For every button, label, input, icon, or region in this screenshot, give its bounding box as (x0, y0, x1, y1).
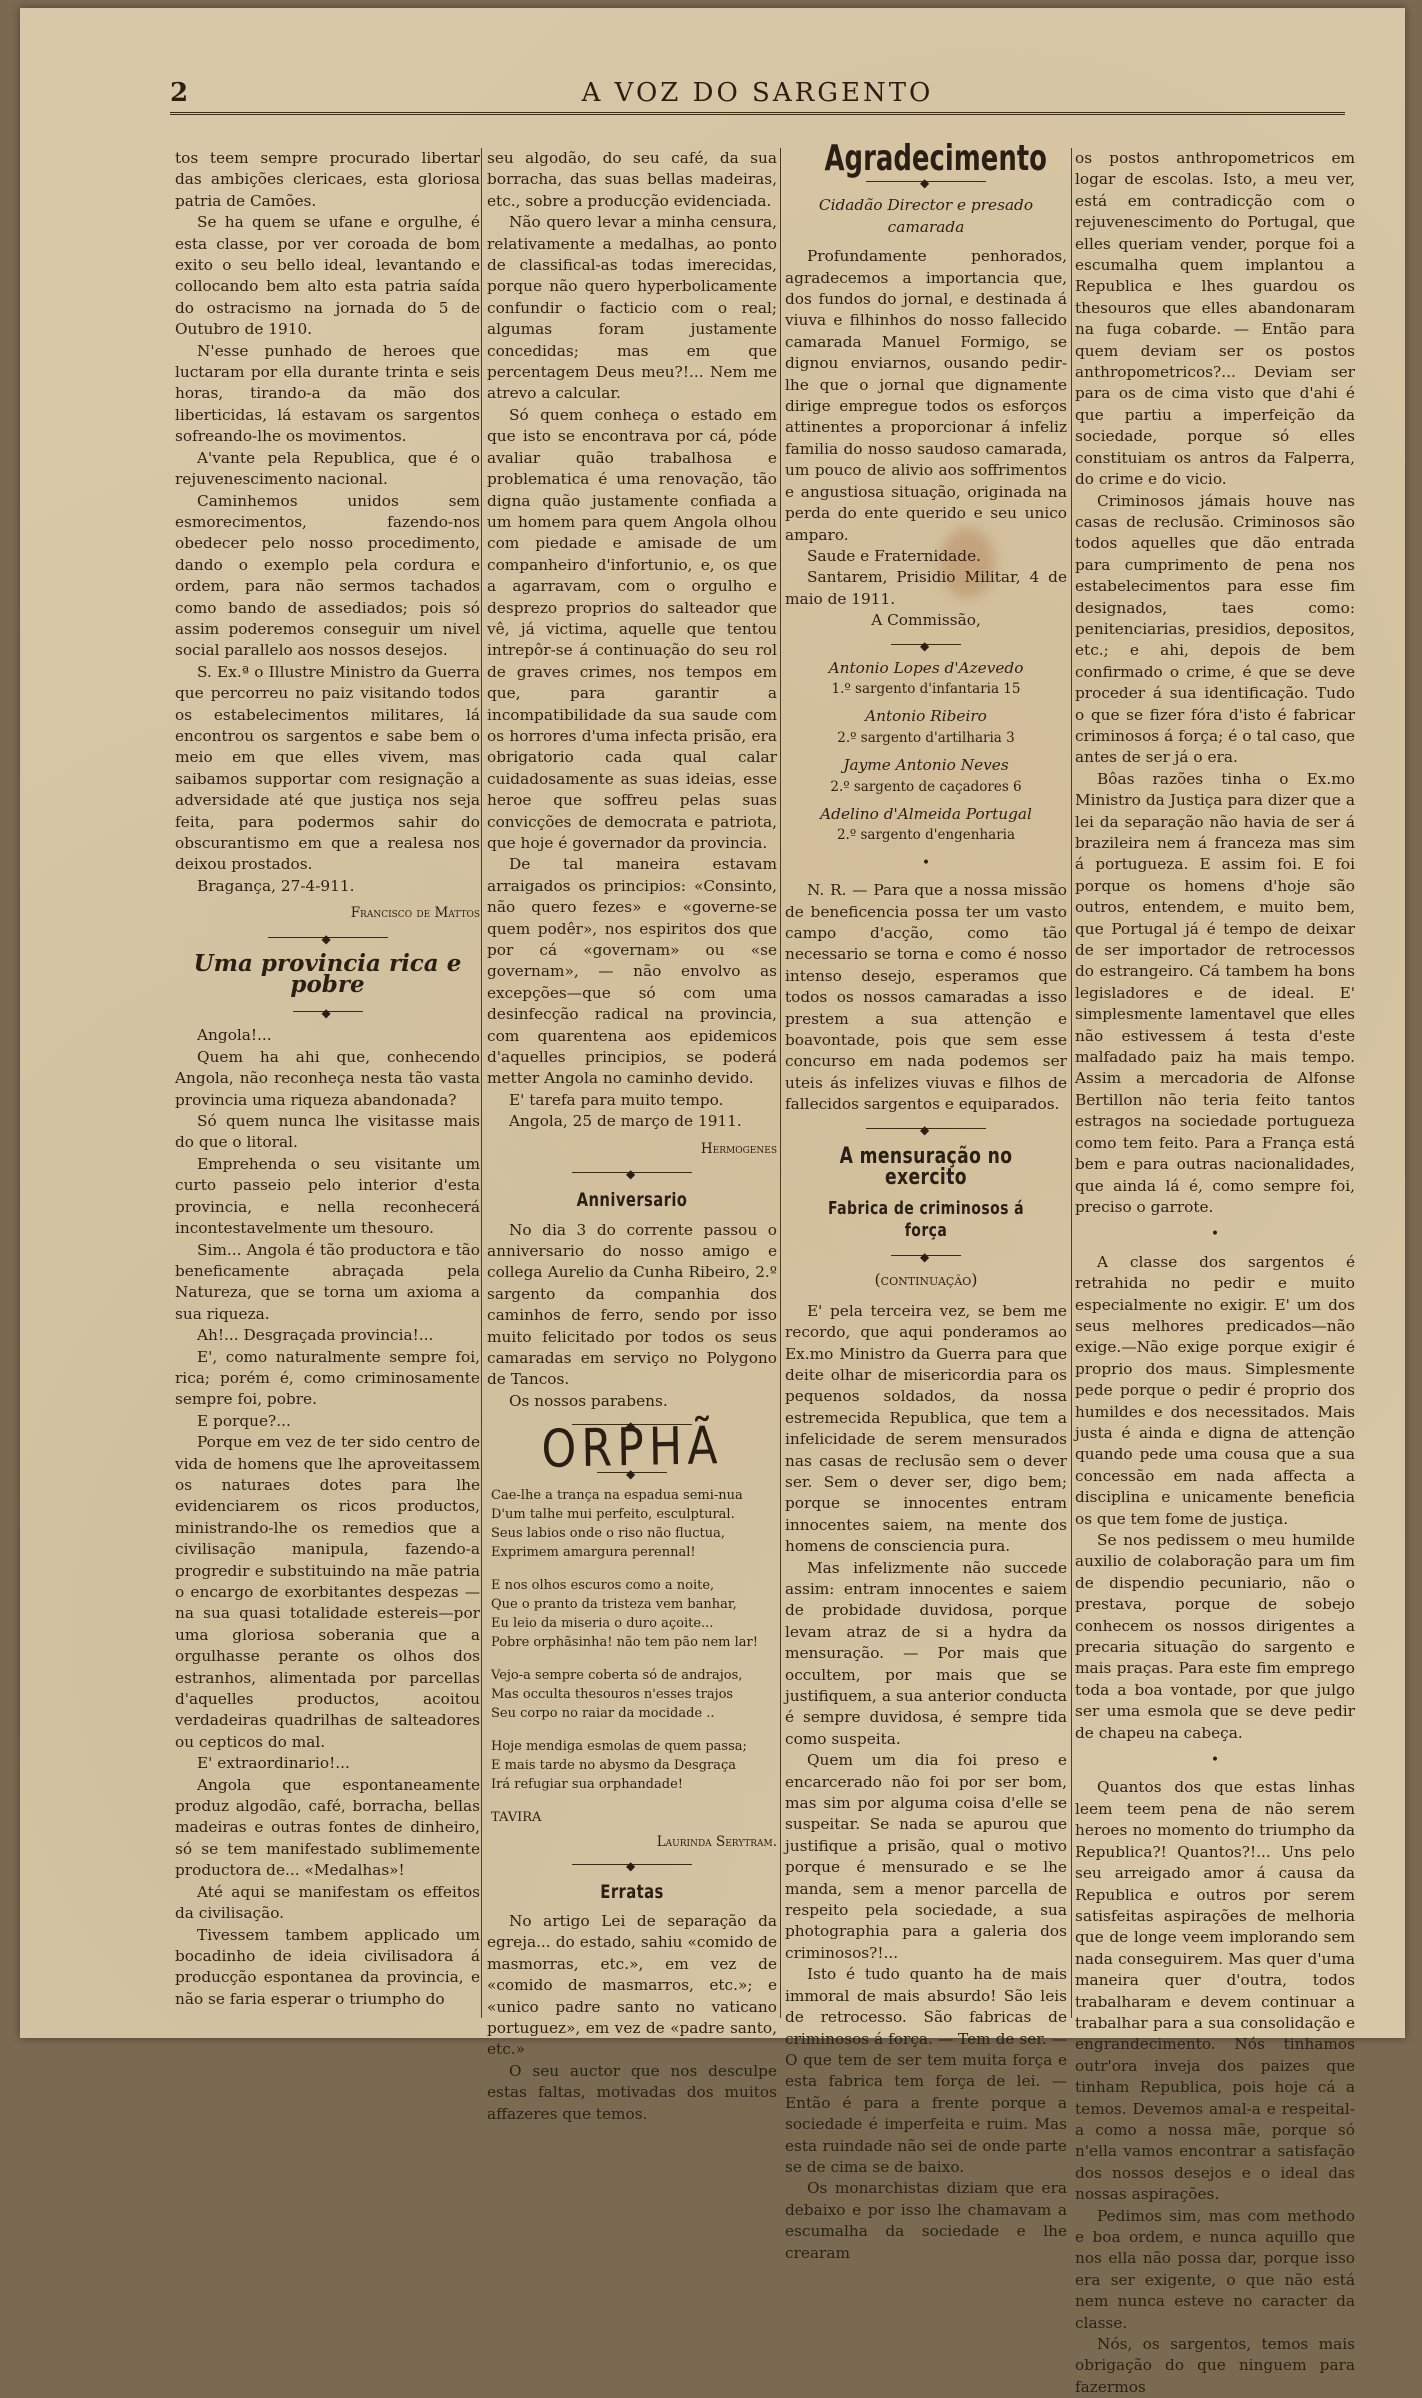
article-title: Erratas (600, 1880, 664, 1903)
paragraph: seu algodão, do seu café, da sua borracha, das suas bellas madeiras, etc., sobre a producção evidenciada. (487, 149, 777, 210)
ornament-rule (866, 175, 986, 189)
column-3 (785, 138, 1067, 2262)
continuation-label: (continuação) (874, 1270, 978, 1290)
article-greeting: Cidadão Director e presado camarada (818, 196, 1034, 236)
newspaper-page (20, 8, 1405, 2396)
paragraph: A classe dos sargentos é retrahida no pedir e muito especialmente no exigir. E' um dos seus melhores predicados—não exige.—Não exige porque exigir é proprio dos maus. Simplesmente pede porque o pedir é proprio dos humildes e dos necessitados. Mais justa é ainda e digna de attenção quando pede uma cousa que a sua concessão em nada affecta a disciplina e unicamente beneficia os que tem fome de justiça. (1075, 1252, 1355, 1528)
poem-line: Hoje mendiga esmolas de quem passa; (491, 1738, 747, 1754)
poem-line: Exprimem amargura perennal! (491, 1544, 696, 1560)
article-title: Uma provincia rica e pobre (193, 949, 462, 999)
paragraph: Caminhemos unidos sem esmorecimentos, fazendo-nos obedecer pelo nosso procedimento, dando o exemplo pela cordura e ordem, para não sermos tachados como bando de assediados; pois só assim poderemos conseguir um nivel social parallelo aos nossos desejos. (175, 491, 480, 660)
paragraph: Bôas razões tinha o Ex.mo Ministro da Justiça para dizer que a lei da separação não havia de ser á brazileira nem á franceza mas sim á portugueza. E assim foi. E foi porque os homens d'hoje são outros, entendem, e muito bem, que Portugal já é tempo de deixar de ser importador de retrocessos do estrangeiro. Cá tambem ha bons legisladores e de ideal. E' simplesmente lamentavel que elles não estivessem á testa d'este malfadado paiz ha mais tempo. Assim a mercadoria de Alfonse Bertillon não teria feito tantos estragos na sociedade portugueza como tem feito. Para a França está bem e para outras nacionalidades, que ainda lá é, como sempre foi, preciso o garrote. (1075, 769, 1355, 1216)
paragraph: Quem ha ahi que, conhecendo Angola, não reconheça nesta tão vasta provincia uma riqueza abandonada? (175, 1047, 480, 1109)
poem-line: D'um talhe mui perfeito, esculptural. (491, 1506, 735, 1522)
member-name: Jayme Antonio Neves (843, 756, 1009, 775)
ornament-rule (866, 1122, 986, 1136)
paragraph: Se ha quem se ufane e orgulhe, é esta classe, por ver coroada de bom exito o seu bello ideal, levantando e collocando bem alto esta patria saída do ostracismo na jornada do 5 de Outubro de 1910. (175, 213, 480, 339)
ornament-rule (293, 1005, 363, 1019)
poem-title: ORPHÃ (540, 1416, 723, 1481)
paragraph: Angola que espontaneamente produz algodão, café, borracha, bellas madeiras e outras fontes de dinheiro, só se tem manifestado sublimemente productora de... «Medalhas»! (175, 1775, 480, 1880)
page-number: 2 (170, 78, 189, 108)
paragraph: O seu auctor que nos desculpe estas faltas, motivadas dos muitos affazeres que temos. (487, 2061, 777, 2123)
ornament-rule (572, 1858, 692, 1872)
paragraph: E porque?... (197, 1411, 291, 1430)
paragraph: Isto é tudo quanto ha de mais immoral de mais absurdo! São leis de retrocesso. São fabricas de criminosos á força. — Tem de ser. — O que tem de ser tem muita força e esta fabrica tem força de lei. — Então é para a frente porque a sociedade é imperfeita e ruim. Mas esta ruindade não sei de onde parte se de cima se de baixo. (785, 1965, 1067, 2176)
poem-place: TAVIRA (491, 1809, 542, 1825)
separator-star: • (1210, 1226, 1220, 1243)
poem-line: Que o pranto da tristeza vem banhar, (491, 1596, 737, 1612)
paragraph: Não quero levar a minha censura, relativamente a medalhas, ao ponto de classifical-as todas imerecidas, porque não quero hyperbolicamente confundir o facticio com o real; algumas foram justamente concedidas; mas em que percentagem Deus meu?!... Nem me atrevo a calcular. (487, 213, 777, 403)
ornament-rule (891, 1249, 961, 1263)
paragraph: Quantos dos que estas linhas leem teem pena de não serem heroes no momento do triumpho da Republica?! Quantos?!... Uns pelo seu arreigado amor á causa da Republica e outros por serem satisfeitas aspirações de melhoria que de longe veem implorando sem nada conseguirem. Mas quer d'uma maneira quer d'outra, todos trabalharam e devem continuar a trabalhar para a sua consolidação e engrandecimento. Nós tinhamos outr'ora inveja dos paizes que tinham Republica, pois hoje cá a temos. Devemos amal-a e respeital-a como a nossa mãe, porque só n'ella vamos encontrar a satisfação dos nossos desejos e o ideal das nossas aspirações. (1075, 1778, 1355, 2204)
ornament-rule (572, 1166, 692, 1180)
paragraph: Emprehenda o seu visitante um curto passeio pelo interior d'esta provincia, e nella reconhecerá incontestavelmente um thesouro. (175, 1154, 480, 1238)
paragraph: Só quem nunca lhe visitasse mais do que o litoral. (175, 1112, 480, 1152)
article-title: Anniversario (576, 1189, 688, 1212)
article-title: A mensuração no exercito (839, 1143, 1013, 1191)
masthead-title: A VOZ DO SARGENTO (581, 78, 934, 108)
separator-star: • (921, 854, 931, 871)
column-2 (487, 148, 777, 2123)
poem-line: Mas occulta thesouros n'esses trajos (491, 1686, 734, 1702)
editor-note: N. R. — Para que a nossa missão de beneficencia possa ter um vasto campo d'acção, como tão necessario se torna e como é nosso intenso desejo, esperamos que todos os nossos camaradas a isso prestem a sua attenção e boavontade, pois que sem esse concurso em nada podemos ser uteis ás infelizes viuvas e filhos de fallecidos sargentos e equiparados. (785, 881, 1067, 1114)
paragraph: Saude e Fraternidade. (807, 546, 981, 565)
paragraph: No artigo Lei de separação da egreja... do estado, sahiu «comido de masmorras, etc.», em vez de «comido de masmarros, etc.»; e «unico padre santo no vaticano portuguez», em vez de «padre santo, etc.» (487, 1911, 777, 2059)
poem-line: E mais tarde no abysmo da Desgraça (491, 1757, 737, 1773)
paragraph: Sim... Angola é tão productora e tão beneficamente abraçada pela Natureza, que se torna um axioma a sua riqueza. (175, 1240, 480, 1323)
paragraph: Se nos pedissem o meu humilde auxilio de colaboração para um fim de dispendio pecuniario, não o prestava, porque de sobejo conhecem os nossos dirigentes a precaria situação do sargento e mais praças. Para este fim emprego toda a boa vontade, por que julgo ser uma esmola que se deve pedir de chapeu na cabeça. (1075, 1531, 1355, 1742)
paragraph: tos teem sempre procurado libertar das ambições clericaes, esta gloriosa patria de Camões. (175, 149, 480, 210)
member-rank: 2.º sargento de caçadores 6 (830, 778, 1022, 795)
column-1 (175, 148, 480, 2028)
paragraph: No dia 3 do corrente passou o anniversario do nosso amigo e collega Aurelio da Cunha Ribeiro, 2.º sargento da companhia dos caminhos de ferro, sendo por isso muito felicitado por todos os seus camaradas em serviço no Polygono de Tancos. (487, 1220, 777, 1389)
paragraph: Profundamente penhorados, agradecemos a importancia que, dos fundos do jornal, e destinada á viuva e filhinhos do nosso fallecido camarada Manuel Formigo, se dignou enviarnos, ousando pedir-lhe que o jornal que dignamente dirige empregue todos os esforços attinentes a proporcionar á infeliz familia do nosso saudoso camarada, um pouco de alivio aos soffrimentos e angustiosa situação, originada na perda do ente querido e seu unico amparo. (785, 247, 1067, 544)
paragraph: Porque em vez de ter sido centro de vida de homens que lhe aproveitassem os naturaes dotes para lhe evidenciarem os ricos productos, ministrando-lhe os remedios que a civilisação manipula, fazendo-a progredir e substituindo na mãe patria o encargo de exorbitantes despezas — na sua quasi totalidade estereis—por uma gloriosa soberania que a orgulhasse perante os olhos dos estranhos, alimentada por parcellas d'aquelles productos, acoitou verdadeiras quadrilhas de salteadores ou cepticos do mal. (175, 1433, 480, 1751)
paragraph: N'esse punhado de heroes que luctaram por ella durante trinta e seis horas, tirando-a da mão dos liberticidas, lá estavam os sargentos sofreando-lhe os movimentos. (175, 341, 480, 446)
paragraph: Nós, os sargentos, temos mais obrigação do que ninguem para fazermos (1075, 2335, 1355, 2396)
poem-stanza (491, 1666, 777, 1723)
paragraph: S. Ex.ª o Illustre Ministro da Guerra que percorreu no paiz visitando todos os estabelecimentos militares, lá encontrou os sargentos e sabe bem o meio em que elles vivem, mas saibamos supportar com resignação a adversidade até que justiça nos seja feita, para podermos sahir do obscurantismo em que a realesa nos deixou prostados. (175, 662, 480, 874)
article-date: Angola, 25 de março de 1911. (509, 1112, 742, 1131)
paragraph: Pedimos sim, mas com methodo e boa ordem, e nunca aquillo que nos ella não possa dar, porque isso era ser exigente, o que não está nem nunca esteve no caracter da classe. (1075, 2206, 1355, 2332)
poem-stanza (491, 1576, 777, 1652)
paragraph: Os monarchistas diziam que era debaixo e por isso lhe chamavam a escumalha da sociedade e lhe crearam (785, 2179, 1067, 2262)
article-date: Bragança, 27-4-911. (197, 876, 355, 895)
article-signature: Francisco de Mattos (350, 905, 480, 922)
paragraph: E', como naturalmente sempre foi, rica; porém é, como criminosamente sempre foi, pobre. (175, 1347, 480, 1409)
poem-line: Vejo-a sempre coberta só de andrajos, (491, 1667, 743, 1683)
poem-line: Irá refugiar sua orphandade! (491, 1776, 683, 1792)
poem-line: Seus labios onde o riso não fluctua, (491, 1525, 725, 1541)
paragraph: Quem um dia foi preso e encarcerado não foi por ser bom, mas sim por alguma coisa d'elle se suspeitar. Se nada se apurou que justifique a prisão, qual o motivo porque é mensurado e se lhe manda, sem a menor parcella de respeito pela sociedade, a sua photographia para a galeria dos criminosos?!... (785, 1751, 1067, 1962)
poem-body (491, 1486, 777, 1852)
paragraph: os postos anthropometricos em logar de escolas. Isto, a meu ver, está em contradicção com o rejuvenescimento do Portugal, que elles queriam vender, porque foi a escumalha quem implantou a Republica e lhes guardou os thesouros que elles abandonaram na fuga cobarde. — Então para quem deviam ser os postos anthropometricos?... Deviam ser para os de cima visto que d'ahi é que partiu a imperfeição da sociedade, porque só elles constituiam os antros da Falperra, do crime e do vicio. (1075, 149, 1355, 489)
paragraph: Angola!... (197, 1026, 272, 1045)
paragraph: E' extraordinario!... (197, 1754, 350, 1773)
paragraph: De tal maneira estavam arraigados os principios: «Consinto, não quero fezes» e «governe-se quem podêr», nos espiritos dos que por cá «governam» ou «se governam», — não envolvo as excepções—que só com uma desinfecção radical na provincia, com quarentena aos epidemicos d'aquelles principios, se poderá metter Angola no caminho devido. (487, 855, 777, 1088)
poem-stanza (491, 1737, 777, 1794)
page-header (170, 76, 1345, 115)
poem-author: Laurinda Serytram. (656, 1833, 777, 1850)
paragraph: Tivessem tambem applicado um bocadinho de ideia civilisadora á producção espontanea da provincia, e não se faria esperar o triumpho do (175, 1925, 480, 2008)
poem-line: Pobre orphãsinha! não tem pão nem lar! (491, 1634, 758, 1650)
poem-line: Cae-lhe a trança na espadua semi-nua (491, 1487, 743, 1503)
paragraph: Até aqui se manifestam os effeitos da civilisação. (175, 1882, 480, 1923)
paragraph: Mas infelizmente não succede assim: entram innocentes e saiem de probidade duvidosa, porque levam atraz de si a hydra da mensuração. — Por mais que occultem, por mais que se justifiquem, a sua anterior conducta é sempre duvidosa, é sempre tida como suspeita. (785, 1558, 1067, 1748)
article-date: Santarem, Prisidio Militar, 4 de maio de 1911. (785, 568, 1067, 608)
article-title: Agradecimento (824, 138, 1047, 179)
paragraph: E' pela terceira vez, se bem me recordo, que aqui ponderamos ao Ex.mo Ministro da Guerra para que deite olhar de misericordia para os pequenos soldados, da nossa estremecida Republica, que tem a infelicidade de serem mensurados nas casas de reclusão sem o dever ser. Sem o dever ser, digo bem; porque se innocentes entram innocentes saiem, na mente dos homens de consciencia pura. (785, 1301, 1067, 1556)
member-rank: 2.º sargento d'engenharia (836, 827, 1016, 844)
ornament-rule (891, 638, 961, 652)
commission-label: A Commissão, (871, 611, 981, 630)
column-rule (780, 148, 781, 2018)
member-rank: 2.º sargento d'artilharia 3 (837, 729, 1015, 746)
member-name: Adelino d'Almeida Portugal (820, 804, 1032, 823)
poem-line: E nos olhos escuros como a noite, (491, 1577, 715, 1593)
member-name: Antonio Lopes d'Azevedo (828, 658, 1024, 677)
paragraph: Criminosos jámais houve nas casas de reclusão. Criminosos são todos aquelles que dão entrada para cumprimento de pena nos estabelecimentos para esse fim designados, taes como: penitenciarias, presidios, depositos, etc.; e ahi, depois de bem confirmado o crime, é que se deve proceder á sua identificação. Tudo o que se fizer fóra d'isto é fabricar criminosos á força; é o tal caso, que antes de ser já o era. (1075, 491, 1355, 767)
column-4 (1075, 148, 1355, 2396)
ornament-rule (268, 931, 388, 945)
paragraph: Os nossos parabens. (509, 1391, 668, 1410)
paragraph: A'vante pela Republica, que é o rejuvenescimento nacional. (175, 448, 480, 489)
ornament-rule (597, 1466, 667, 1480)
article-subtitle: Fabrica de criminosos á força (827, 1198, 1024, 1241)
paragraph: Ah!... Desgraçada provincia!... (197, 1326, 434, 1345)
column-rule (481, 148, 482, 2018)
member-rank: 1.º sargento d'infantaria 15 (831, 680, 1021, 697)
poem-line: Eu leio da miseria o duro açoite... (491, 1615, 714, 1631)
poem-stanza (491, 1486, 777, 1562)
article-signature: Hermogenes (700, 1140, 777, 1157)
paragraph: Só quem conheça o estado em que isto se encontrava por cá, póde avaliar quão trabalhosa e problematica é uma renovação, tão digna quão justamente confiada a um homem para quem Angola olhou com piedade e amisade de um companheiro d'infortunio, e, os que a agarravam, com o orgulho e desprezo proprios do salteador que vê, já victima, aquelle que tentou intrepôr-se á continuação do seu rol de graves crimes, nos tempos em que, para garantir a incompatibilidade da sua saude com os horrores d'uma infecta prisão, era obrigatorio cada qual calar cuidadosamente as suas ideias, esse heroe que soffreu pelas suas convicções de democrata e patriota, que hoje é governador da provincia. (487, 405, 777, 852)
paragraph: E' tarefa para muito tempo. (509, 1090, 724, 1109)
separator-star: • (1210, 1752, 1220, 1769)
column-rule (1071, 148, 1072, 2018)
member-name: Antonio Ribeiro (865, 707, 987, 726)
poem-line: Seu corpo no raiar da mocidade .. (491, 1705, 715, 1721)
